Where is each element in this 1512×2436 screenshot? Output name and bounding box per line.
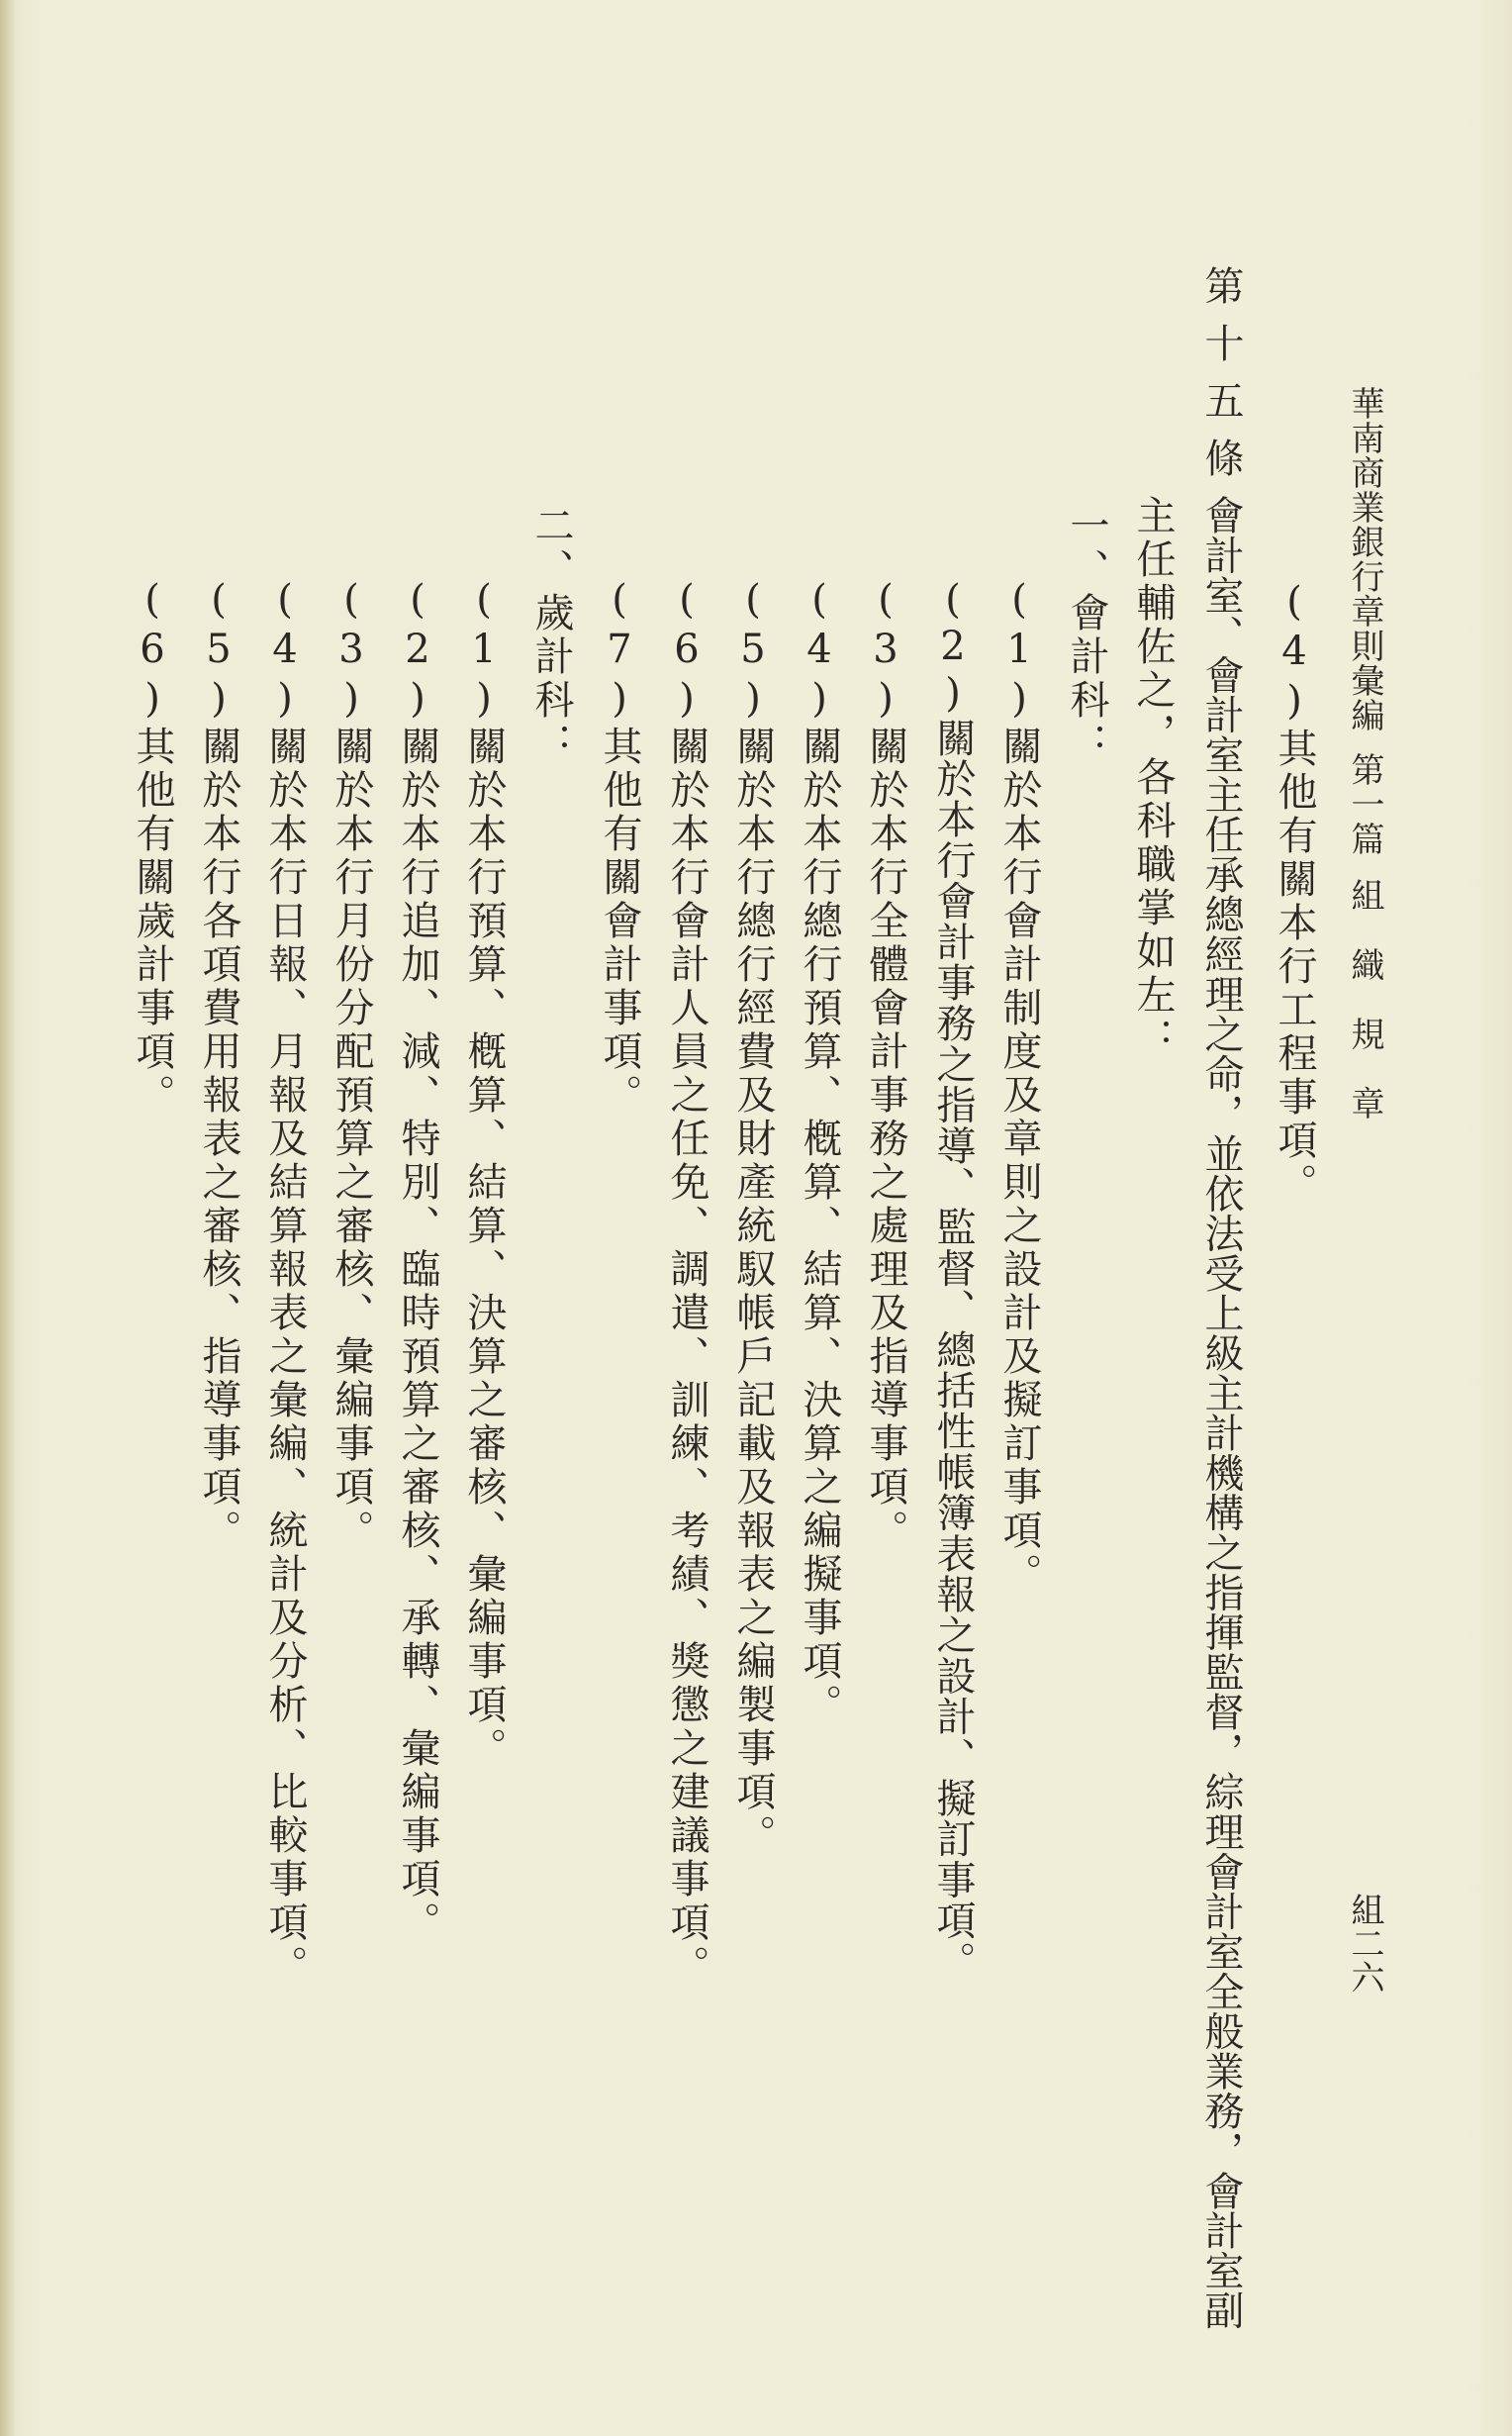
- article-15-text-line2: 主任輔佐之，各科職掌如左：: [1130, 495, 1176, 1061]
- budget-item-3: (3)關於本行月份分配預算之審核、彙編事項。: [329, 577, 374, 1553]
- section-2-budget: 二、歲計科：: [528, 505, 574, 766]
- book-title: 華南商業銀行章則彙編: [1345, 386, 1384, 732]
- accounting-item-5: (5)關於本行總行經費及財產統馭帳戶記載及報表之編製事項。: [730, 577, 776, 1858]
- section-label: 組 織 規 章: [1345, 878, 1384, 1121]
- budget-item-6: (6)其他有關歲計事項。: [130, 577, 175, 1118]
- article-15-heading: 第十五條: [1198, 265, 1244, 495]
- part-label: 第一篇: [1345, 752, 1384, 856]
- accounting-item-2: (2)關於本行會計事務之指導、監督、總括性帳簿表報之設計、擬訂事項。: [930, 577, 976, 1982]
- accounting-item-3: (3)關於本行全體會計事務之處理及指導事項。: [863, 577, 908, 1553]
- budget-item-1: (1)關於本行預算、槪算、結算、決算之審核、彙編事項。: [461, 577, 507, 1771]
- article-15-text-line1: 會計室、會計室主任承總經理之命，並依法受上級主計機構之指揮監督，綜理會計室全般業務，會計室副: [1198, 495, 1244, 2330]
- accounting-item-1: (1)關於本行會計制度及章則之設計及擬訂事項。: [996, 577, 1042, 1597]
- item-4-engineering: (4)其他有關本行工程事項。: [1272, 579, 1317, 1207]
- running-header: [1345, 386, 1384, 1121]
- budget-item-4: (4)關於本行日報、月報及結算報表之彙編、統計及分析、比較事項。: [262, 577, 308, 1989]
- budget-item-5: (5)關於本行各項費用報表之審核、指導事項。: [196, 577, 241, 1553]
- binding-edge: [0, 0, 16, 2436]
- page-number: 組二六: [1345, 1893, 1384, 1994]
- budget-item-2: (2)關於本行追加、減、特別、臨時預算之審核、承轉、彙編事項。: [395, 577, 440, 1945]
- accounting-item-4: (4)關於本行總行預算、槪算、結算、決算之編擬事項。: [797, 577, 842, 1727]
- accounting-item-7: (7)其他有關會計事項。: [597, 577, 642, 1118]
- section-1-accounting: 一、會計科：: [1064, 505, 1109, 766]
- accounting-item-6: (6)關於本行會計人員之任免、調遣、訓練、考績、獎懲之建議事項。: [664, 577, 709, 1989]
